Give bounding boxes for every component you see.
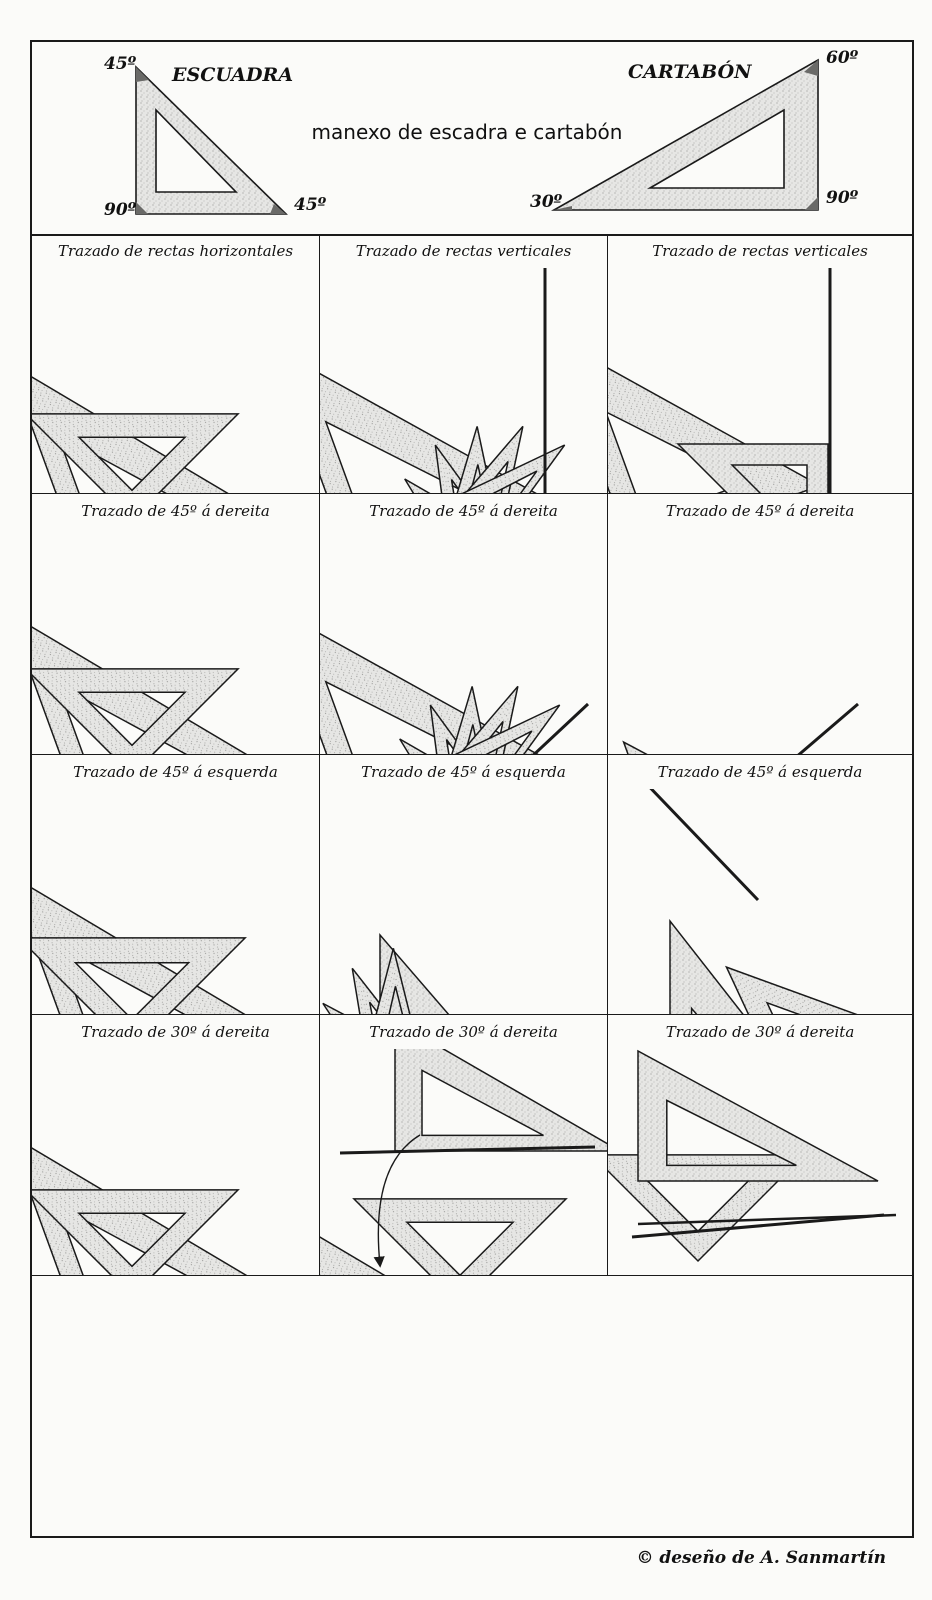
exercise-figure [32, 1049, 320, 1275]
exercise-title: Trazado de rectas verticales [355, 242, 572, 260]
exercise-cell [32, 1015, 320, 1275]
exercise-cell [320, 1015, 608, 1275]
exercise-figure [32, 528, 320, 754]
cartabon-angle-bottom-left: 30º [530, 192, 563, 212]
escuadra-corner-top [136, 67, 149, 82]
exercise-cell [32, 234, 320, 494]
escuadra-label: ESCUADRA [172, 64, 294, 86]
cartabon-label: CARTABÓN [628, 61, 752, 83]
exercise-figure [320, 268, 608, 494]
exercise-figure [320, 528, 608, 754]
exercise-title: Trazado de 45º á dereita [81, 502, 270, 521]
subtitle: manexo de escadra e cartabón [311, 120, 623, 144]
exercise-cell [32, 755, 320, 1015]
exercise-figure [32, 268, 320, 494]
escuadra-angle-bottom-left: 90º [104, 200, 137, 220]
exercise-title: Trazado de 30º á dereita [369, 1023, 558, 1042]
cartabon-angle-bottom-right: 90º [826, 188, 859, 208]
copyright: © deseño de A. Sanmartín [636, 1548, 886, 1568]
exercise-cell [320, 494, 608, 754]
exercise-figure [608, 528, 912, 754]
exercise-title: Trazado de 45º á dereita [665, 502, 855, 521]
exercise-cell [32, 494, 320, 754]
exercise-figure [32, 789, 320, 1015]
escuadra-angle-top: 45º [104, 54, 137, 74]
exercise-title: Trazado de 45º á esquerda [657, 762, 863, 781]
exercise-title: Trazado de rectas horizontales [57, 242, 294, 260]
exercise-figure [608, 789, 912, 1015]
exercise-cell [320, 234, 608, 494]
escuadra-angle-bottom-right: 45º [294, 195, 327, 215]
exercise-title: Trazado de 45º á dereita [369, 502, 558, 521]
exercise-cell [608, 494, 912, 754]
exercise-title: Trazado de 30º á dereita [81, 1023, 270, 1042]
exercise-cell [320, 755, 608, 1015]
exercise-cell [608, 1015, 912, 1275]
exercise-figure [608, 1049, 912, 1275]
exercise-title: Trazado de 30º á dereita [665, 1023, 855, 1042]
worksheet [30, 40, 914, 1538]
exercise-grid [32, 234, 912, 1536]
exercise-title: Trazado de 45º á esquerda [361, 762, 566, 781]
exercise-title: Trazado de rectas verticales [652, 242, 868, 260]
exercise-cell [608, 755, 912, 1015]
exercise-cell [608, 234, 912, 494]
exercise-figure [320, 1049, 608, 1275]
header-panel [32, 42, 912, 236]
exercise-title: Trazado de 45º á esquerda [73, 762, 278, 781]
cartabon-angle-top: 60º [826, 48, 859, 68]
exercise-figure [608, 268, 912, 494]
exercise-figure [320, 789, 608, 1015]
